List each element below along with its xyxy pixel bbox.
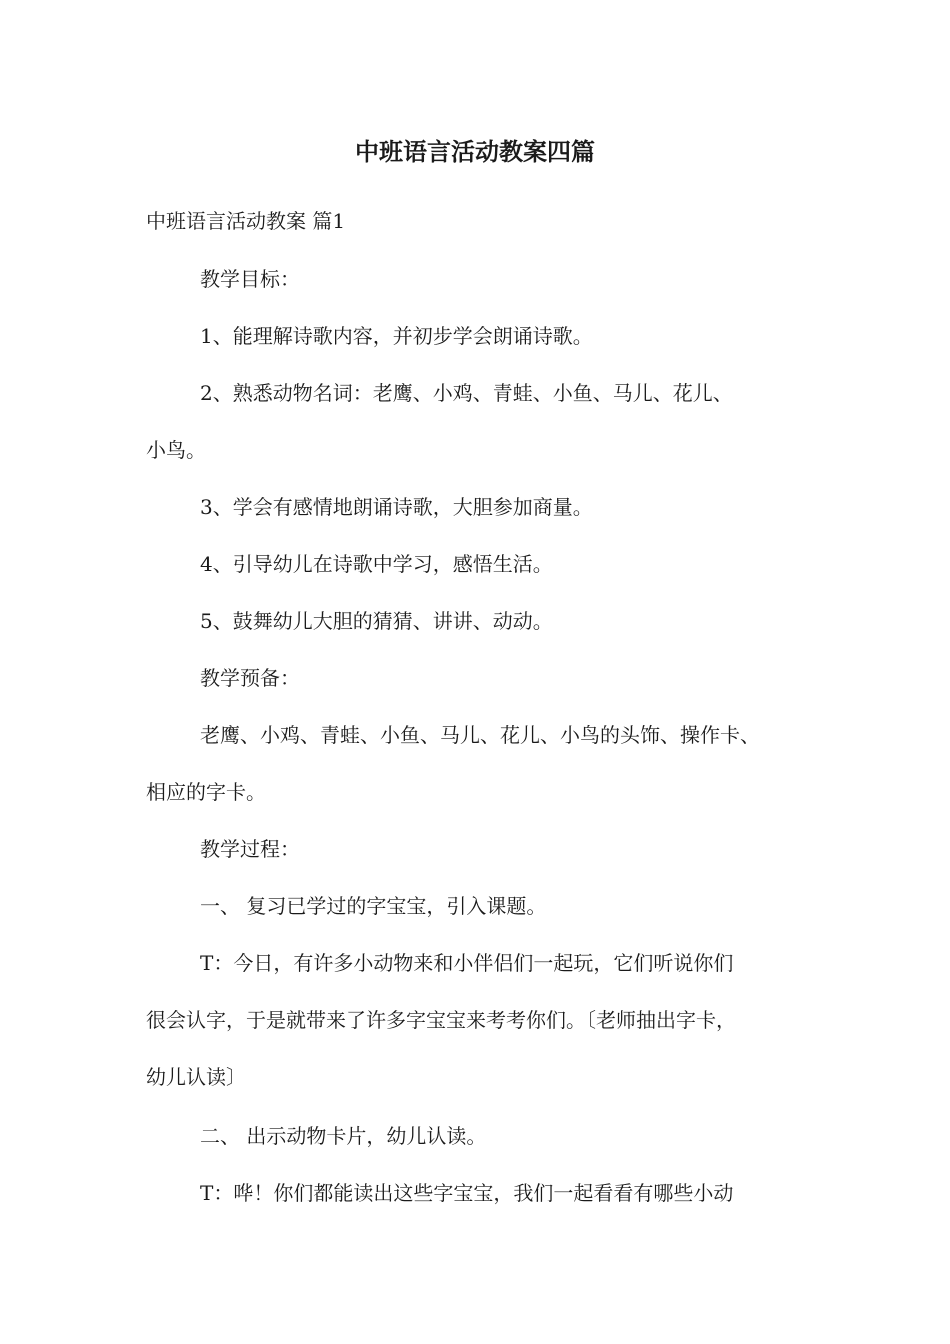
paragraph-line: 一、 复习已学过的字宝宝，引入课题。	[200, 894, 547, 918]
paragraph-line: 教学目标：	[200, 267, 300, 291]
paragraph-line: 幼儿认读〕	[146, 1065, 246, 1089]
paragraph-line: 小鸟。	[146, 438, 206, 462]
paragraph-line: 相应的字卡。	[146, 780, 266, 804]
paragraph-line: 2、熟悉动物名词：老鹰、小鸡、青蛙、小鱼、马儿、花儿、	[200, 381, 733, 405]
paragraph-line: 二、 出示动物卡片，幼儿认读。	[200, 1124, 487, 1148]
paragraph-line: 1、能理解诗歌内容，并初步学会朗诵诗歌。	[200, 324, 593, 348]
paragraph-line: 教学预备：	[200, 666, 300, 690]
paragraph-line: 老鹰、小鸡、青蛙、小鱼、马儿、花儿、小鸟的头饰、操作卡、	[200, 723, 760, 747]
paragraph-line: T：今日，有许多小动物来和小伴侣们一起玩，它们听说你们	[200, 951, 734, 975]
paragraph-line: 5、鼓舞幼儿大胆的猜猜、讲讲、动动。	[200, 609, 553, 633]
paragraph-line: 3、学会有感情地朗诵诗歌，大胆参加商量。	[200, 495, 593, 519]
paragraph-line: 很会认字，于是就带来了许多字宝宝来考考你们。〔老师抽出字卡，	[146, 1008, 736, 1032]
paragraph-line: T：哗！你们都能读出这些字宝宝，我们一起看看有哪些小动	[200, 1181, 734, 1205]
paragraph-line: 教学过程：	[200, 837, 300, 861]
document-title: 中班语言活动教案四篇	[355, 137, 595, 166]
section-heading: 中班语言活动教案 篇1	[146, 209, 346, 233]
paragraph-line: 4、引导幼儿在诗歌中学习，感悟生活。	[200, 552, 553, 576]
